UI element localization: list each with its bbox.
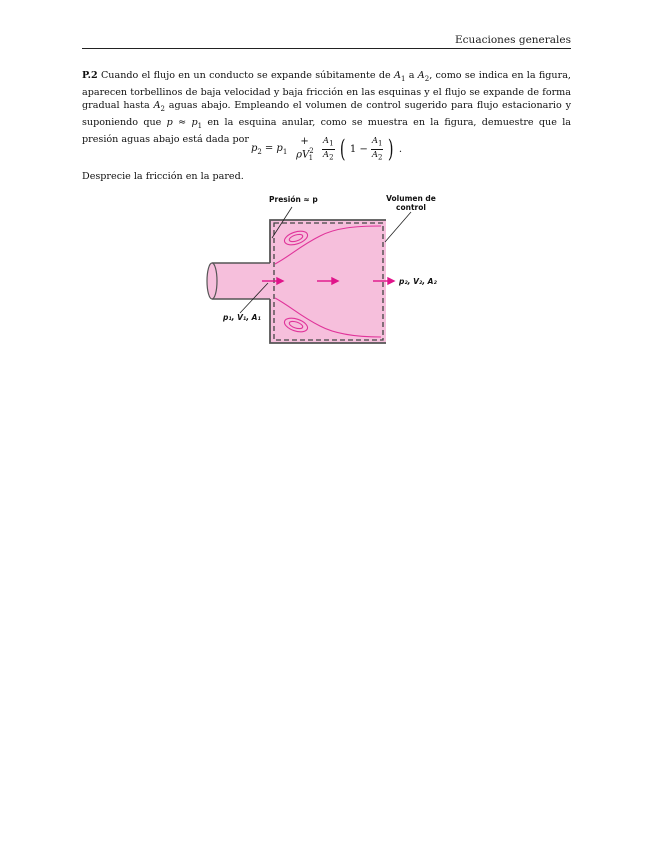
symbol-a2-second: $A_2$ bbox=[153, 99, 165, 113]
inlet-pipe-end bbox=[207, 263, 217, 299]
eq-left-paren: ( bbox=[339, 135, 346, 164]
problem-text-1: Cuando el flujo en un conducto se expande súbitamente de bbox=[100, 70, 391, 81]
problem-text-2: a bbox=[408, 70, 415, 81]
control-volume-label: Volumen de control bbox=[386, 194, 436, 212]
problem-text-5: en la esquina anular, como se muestra en la figura, demuestre que la presión aguas abajo está dada por bbox=[82, 116, 571, 145]
running-header: Ecuaciones generales bbox=[455, 34, 571, 46]
eq-equals-p1: = $p_1$ bbox=[264, 142, 288, 156]
inlet-pipe bbox=[212, 263, 270, 299]
pressure-label: Presión ≈ p bbox=[269, 195, 318, 204]
eq-lhs: $p_2$ bbox=[251, 142, 262, 156]
eq-period: . bbox=[398, 143, 402, 155]
problem-text-4: aguas abajo. Empleando el volumen de control sugerido para flujo estacionario y suponiendo que bbox=[82, 99, 571, 128]
pressure-equation bbox=[82, 136, 571, 162]
eq-fraction-2: $\frac{A_1}{A_2}$ bbox=[371, 136, 383, 162]
problem-statement bbox=[82, 69, 571, 146]
problem-number: P.2 bbox=[82, 70, 98, 81]
eq-right-paren: ) bbox=[388, 135, 394, 164]
control-volume-leader-line bbox=[385, 212, 411, 242]
expansion-diagram bbox=[195, 190, 460, 350]
eq-one-minus: 1 − bbox=[349, 143, 368, 155]
eq-plus-rho-v: + $\rho V^2_1$ bbox=[296, 136, 314, 163]
symbol-p-approx-p1: $p \approx p_1$ bbox=[166, 116, 203, 130]
friction-note: Desprecie la fricción en la pared. bbox=[82, 171, 244, 182]
outlet-label: p₂, V₂, A₂ bbox=[399, 277, 437, 286]
sudden-expansion-figure bbox=[195, 190, 460, 350]
inlet-label: p₁, V₁, A₁ bbox=[223, 313, 261, 322]
symbol-a1: $A_1$ bbox=[394, 70, 406, 83]
symbol-a2: $A_2$ bbox=[417, 70, 430, 83]
eq-fraction-1: $\frac{A_1}{A_2}$ bbox=[322, 136, 334, 162]
problem-text-3: , como se indica en la figura, aparecen torbellinos de baja velocidad y baja fricción en las esquinas y el flujo se expande de forma gradual hasta bbox=[82, 70, 571, 111]
header-rule bbox=[82, 48, 571, 49]
